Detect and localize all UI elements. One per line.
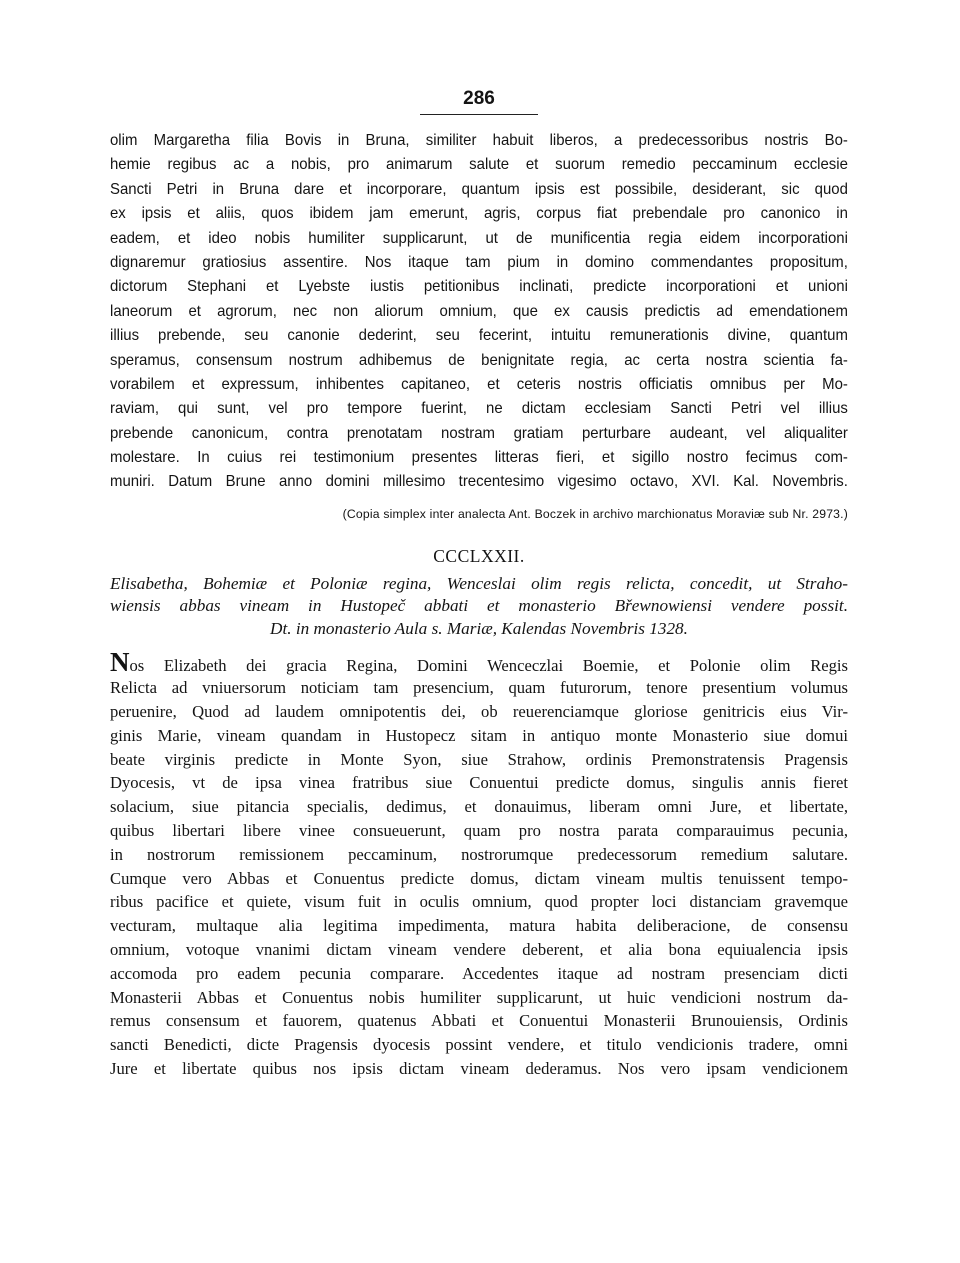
page <box>110 88 848 1081</box>
text-line: solacium, siue pitancia specialis, dedimus, et donauimus, liberam omni Jure, et libertate, <box>110 797 848 817</box>
text-line: vorabilem et expressum, inhibentes capitaneo, et ceteris nostris officiatis omnibus per Mo- <box>110 375 848 393</box>
text-line: quibus libertari libere vinee consueuerunt, quam pro nostra parata comparauimus pecunia, <box>110 820 848 840</box>
text-line: speramus, consensum nostrum adhibemus de benignitate regia, ac certa nostra scientia fa- <box>110 351 848 369</box>
text-line: sancti Benedicti, dicte Pragensis dyocesis possint vendere, et titulo vendicionis tradere, omni <box>110 1035 848 1055</box>
page-number-rule <box>420 114 538 115</box>
text-line: accomoda pro eadem pecunia comparare. Accedentes itaque ad nostram presenciam dicti <box>110 963 848 983</box>
source-note: (Copia simplex inter analecta Ant. Boczek in archivo marchionatus Moraviæ sub Nr. 2973.) <box>342 506 848 521</box>
text-line: Jure et libertate quibus nos ipsis dictam vineam dederamus. Nos vero ipsam vendicionem <box>110 1058 848 1078</box>
text-line: Monasterii Abbas et Conuentus nobis humiliter supplicarunt, ut huic vendicioni nostrum da- <box>110 987 848 1007</box>
text-line: beate virginis predicte in Monte Syon, siue Strahow, ordinis Premonstratensis Pragensis <box>110 749 848 769</box>
text-line: olim Margaretha filia Bovis in Bruna, similiter habuit liberos, a predecessoribus nostris Bo- <box>110 132 848 149</box>
text-line-with-initial <box>110 647 848 678</box>
text-line: in nostrorum remissionem peccaminum, nostrorumque predecessorum remedium salutare. <box>110 844 848 864</box>
text-line: hemie regibus ac a nobis, pro animarum salute et suorum remedio peccaminum ecclesie <box>110 156 848 174</box>
text-line: eadem, et ideo nobis humiliter supplicarunt, ut de munificentia regia eidem incorporationi <box>110 229 848 247</box>
text-line: vecturam, multaque alia legitima impedimenta, matura habita deliberacione, de consensu <box>110 916 848 936</box>
summary-line: Elisabetha, Bohemiæ et Poloniæ regina, Wenceslai olim regis relicta, concedit, ut Straho- <box>110 573 848 593</box>
page-number: 286 <box>463 88 495 109</box>
text-line: Relicta ad vniuersorum noticiam tam presencium, quam futurorum, tenore presentium volumus <box>110 678 848 698</box>
text-line: peruenire, Quod ad laudem omnipotentis dei, ob reuerenciamque gloriose genitricis eius Vir- <box>110 701 848 721</box>
text-line: raviam, qui sunt, vel pro tempore fuerint, ne dictam ecclesiam Sancti Petri vel illius <box>110 400 848 418</box>
initial-line-rest: os Elizabeth dei gracia Regina, Domini Wenceczlai Boemie, et Polonie olim Regis <box>129 656 848 676</box>
text-line: remus consensum et fauorem, quatenus Abbati et Conuentui Monasterii Brunouiensis, Ordinis <box>110 1011 848 1031</box>
text-line: omnium, votoque vnanimi dictam vineam vendere deberent, et alia bona equiualencia ipsis <box>110 939 848 959</box>
document-summary <box>110 573 848 641</box>
text-line: dignaremur gratiosius assentire. Nos itaque tam pium in domino commendantes propositum, <box>110 253 848 271</box>
charter-text <box>110 647 848 1080</box>
summary-line: wiensis abbas vineam in Hustopeč abbati et monasterio Břewnowiensi vendere possit. <box>110 596 848 616</box>
text-line: prebende canonicum, contra prenotatam nostram gratiam perturbare audeant, vel aliqualiter <box>110 424 848 442</box>
text-line: muniri. Datum Brune anno domini millesimo trecentesimo vigesimo octavo, XVI. Kal. Novembris. <box>110 473 848 491</box>
continued-charter-text <box>110 129 848 495</box>
text-line: laneorum et agrorum, nec non aliorum omnium, que ex causis predictis ad emendationem <box>110 302 848 320</box>
initial-letter: N <box>110 647 130 678</box>
document-number: CCCLXXII. <box>433 545 525 566</box>
text-line: Dyocesis, vt de ipsa vinea fratribus siue Conuentui predicte domus, singulis annis fieret <box>110 773 848 793</box>
summary-date-line: Dt. in monasterio Aula s. Mariæ, Kalendas Novembris 1328. <box>270 618 688 638</box>
text-line: molestare. In cuius rei testimonium presentes litteras fieri, et sigillo nostro fecimus com- <box>110 449 848 467</box>
text-line: Cumque vero Abbas et Conuentus predicte domus, dictam vineam multis tenuissent tempo- <box>110 868 848 888</box>
text-line: ribus pacifice et quiete, visum fuit in oculis omnium, quod propter loci distanciam gravemque <box>110 892 848 912</box>
text-line: illius prebende, seu canonie dederint, seu fecerint, intuitu remunerationis divine, quantum <box>110 327 848 345</box>
text-line: ex ipsis et aliis, quos ibidem jam emerunt, agris, corpus fiat prebendale pro canonico in <box>110 205 848 223</box>
text-line: ginis Marie, vineam quandam in Hustopecz sitam in antiquo monte Monasterio siue domui <box>110 725 848 745</box>
text-line: Sancti Petri in Bruna dare et incorporare, quantum ipsis est possibile, desiderant, sic quod <box>110 180 848 198</box>
text-line: dictorum Stephani et Lyebste iustis petitionibus inclinati, predicte incorporationi et unioni <box>110 278 848 296</box>
